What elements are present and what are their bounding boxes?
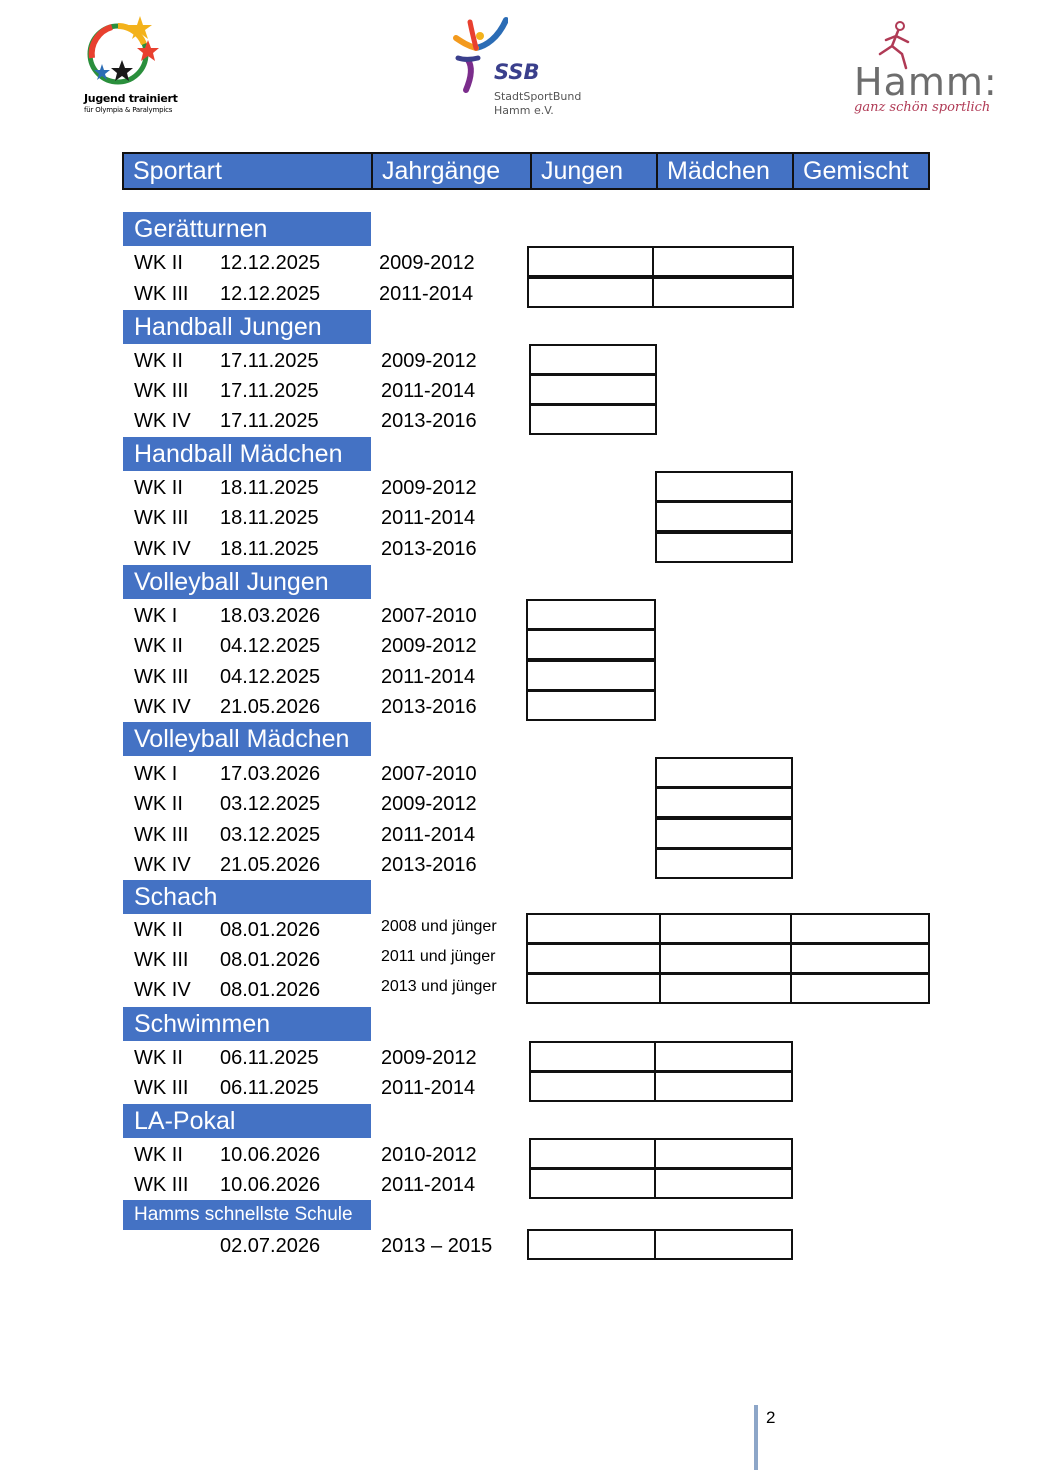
row-wk: WK I <box>134 763 178 785</box>
header-sportart: Sportart <box>124 154 373 188</box>
ssb-logo <box>446 14 591 120</box>
hamm-logo <box>848 20 1000 124</box>
row-date: 18.11.2025 <box>220 507 319 529</box>
row-wk: WK II <box>134 635 183 657</box>
row-date: 18.11.2025 <box>220 538 319 560</box>
ssb-logo-line2: Hamm e.V. <box>494 104 554 117</box>
row-date: 17.11.2025 <box>220 350 319 372</box>
row-date: 08.01.2026 <box>220 979 321 1001</box>
row-years: 2011-2014 <box>379 283 474 305</box>
row-wk: WK III <box>134 1174 189 1196</box>
checkbox-gemischt[interactable] <box>790 913 930 944</box>
row-wk: WK II <box>134 252 183 274</box>
row-years: 2009-2012 <box>379 252 475 274</box>
row-years: 2010-2012 <box>381 1144 477 1166</box>
ssb-figure-logo-icon <box>446 14 508 98</box>
checkbox-maedchen[interactable] <box>659 943 793 974</box>
row-wk: WK II <box>134 477 183 499</box>
row-years: 2013 – 2015 <box>381 1235 493 1257</box>
checkbox-jungen[interactable] <box>526 690 656 721</box>
row-wk: WK II <box>134 1047 183 1069</box>
row-date: 21.05.2026 <box>220 854 321 876</box>
checkbox-maedchen[interactable] <box>654 1168 793 1199</box>
section-title: Schach <box>123 880 371 914</box>
checkbox-maedchen[interactable] <box>655 471 793 502</box>
checkbox-jungen[interactable] <box>529 1041 657 1072</box>
checkbox-jungen[interactable] <box>526 660 656 691</box>
checkbox-jungen[interactable] <box>527 246 655 277</box>
ssb-logo-name: SSB <box>494 60 540 84</box>
section-title: Hamms schnellste Schule <box>123 1200 371 1230</box>
table-header <box>122 152 930 190</box>
row-date: 17.11.2025 <box>220 410 319 432</box>
checkbox-jungen[interactable] <box>529 1168 657 1199</box>
checkbox-maedchen[interactable] <box>655 848 793 879</box>
checkbox-maedchen[interactable] <box>655 818 793 849</box>
jt-logo-line2: für Olympia & Paralympics <box>84 106 173 114</box>
row-date: 10.06.2026 <box>220 1174 321 1196</box>
header-jahrgaenge: Jahrgänge <box>373 154 532 188</box>
hamm-logo-word: Hamm: <box>854 60 998 104</box>
page-number: 2 <box>766 1408 776 1427</box>
row-wk: WK II <box>134 350 183 372</box>
row-date: 06.11.2025 <box>220 1047 319 1069</box>
checkbox-jungen[interactable] <box>527 277 655 308</box>
checkbox-jungen[interactable] <box>526 629 656 660</box>
row-wk: WK II <box>134 1144 183 1166</box>
row-years: 2009-2012 <box>381 635 477 657</box>
row-date: 08.01.2026 <box>220 949 321 971</box>
row-years: 2009-2012 <box>381 477 477 499</box>
section-title: Handball Mädchen <box>123 437 371 471</box>
row-wk: WK IV <box>134 854 191 876</box>
row-years: 2013-2016 <box>381 854 477 876</box>
row-wk: WK IV <box>134 538 191 560</box>
checkbox-maedchen[interactable] <box>654 1229 793 1260</box>
checkbox-maedchen[interactable] <box>655 501 793 532</box>
row-years: 2011 und jünger <box>381 948 496 965</box>
row-date: 12.12.2025 <box>220 283 321 305</box>
checkbox-maedchen[interactable] <box>652 246 794 277</box>
row-years: 2013-2016 <box>381 538 477 560</box>
checkbox-jungen[interactable] <box>526 973 662 1004</box>
checkbox-jungen[interactable] <box>526 943 662 974</box>
checkbox-maedchen[interactable] <box>655 787 793 818</box>
checkbox-maedchen[interactable] <box>654 1041 793 1072</box>
checkbox-gemischt[interactable] <box>790 943 930 974</box>
checkbox-jungen[interactable] <box>529 1071 657 1102</box>
row-wk: WK IV <box>134 979 191 1001</box>
section-title: LA-Pokal <box>123 1104 371 1138</box>
row-wk: WK III <box>134 283 189 305</box>
row-date: 04.12.2025 <box>220 635 321 657</box>
row-date: 02.07.2026 <box>220 1235 321 1257</box>
row-wk: WK IV <box>134 410 191 432</box>
row-date: 18.03.2026 <box>220 605 321 627</box>
row-date: 06.11.2025 <box>220 1077 319 1099</box>
checkbox-gemischt[interactable] <box>790 973 930 1004</box>
section-title: Volleyball Jungen <box>123 565 371 599</box>
row-wk: WK III <box>134 507 189 529</box>
header-maedchen: Mädchen <box>658 154 794 188</box>
ssb-logo-line1: StadtSportBund <box>494 90 582 103</box>
checkbox-jungen[interactable] <box>529 1138 657 1169</box>
row-date: 04.12.2025 <box>220 666 321 688</box>
row-years: 2009-2012 <box>381 793 477 815</box>
stars-logo-icon <box>82 14 162 90</box>
row-wk: WK III <box>134 1077 189 1099</box>
row-date: 03.12.2025 <box>220 824 321 846</box>
section-title: Handball Jungen <box>123 310 371 344</box>
row-date: 12.12.2025 <box>220 252 321 274</box>
header-gemischt: Gemischt <box>794 154 928 188</box>
page-number-bar <box>754 1405 758 1470</box>
row-wk: WK II <box>134 919 183 941</box>
row-years: 2013 und jünger <box>381 978 497 995</box>
row-years: 2011-2014 <box>381 824 476 846</box>
row-years: 2013-2016 <box>381 696 477 718</box>
checkbox-maedchen[interactable] <box>652 277 794 308</box>
row-date: 10.06.2026 <box>220 1144 321 1166</box>
row-date: 18.11.2025 <box>220 477 319 499</box>
jugend-trainiert-logo <box>78 14 178 124</box>
checkbox-jungen[interactable] <box>529 374 657 405</box>
hamm-logo-tagline: ganz schön sportlich <box>854 100 991 115</box>
section-title: Gerätturnen <box>123 212 371 246</box>
row-years: 2011-2014 <box>381 1174 476 1196</box>
row-wk: WK I <box>134 605 178 627</box>
row-years: 2011-2014 <box>381 380 476 402</box>
row-years: 2011-2014 <box>381 1077 476 1099</box>
row-wk: WK III <box>134 824 189 846</box>
row-wk: WK III <box>134 666 189 688</box>
row-date: 21.05.2026 <box>220 696 321 718</box>
checkbox-maedchen[interactable] <box>654 1071 793 1102</box>
checkbox-jungen[interactable] <box>529 404 657 435</box>
checkbox-maedchen[interactable] <box>659 913 793 944</box>
row-years: 2009-2012 <box>381 1047 477 1069</box>
checkbox-maedchen[interactable] <box>655 757 793 788</box>
row-wk: WK IV <box>134 696 191 718</box>
checkbox-jungen[interactable] <box>529 344 657 375</box>
row-years: 2007-2010 <box>381 605 477 627</box>
checkbox-maedchen[interactable] <box>655 532 793 563</box>
checkbox-jungen[interactable] <box>526 913 662 944</box>
row-date: 17.11.2025 <box>220 380 319 402</box>
row-wk: WK II <box>134 793 183 815</box>
row-years: 2007-2010 <box>381 763 477 785</box>
row-years: 2011-2014 <box>381 507 476 529</box>
section-title: Volleyball Mädchen <box>123 722 371 756</box>
checkbox-jungen[interactable] <box>527 1229 657 1260</box>
row-years: 2009-2012 <box>381 350 477 372</box>
row-date: 08.01.2026 <box>220 919 321 941</box>
row-years: 2013-2016 <box>381 410 477 432</box>
checkbox-maedchen[interactable] <box>659 973 793 1004</box>
row-years: 2008 und jünger <box>381 918 497 935</box>
row-wk: WK III <box>134 380 189 402</box>
row-date: 17.03.2026 <box>220 763 321 785</box>
jt-logo-line1: Jugend trainiert <box>84 92 178 105</box>
row-wk: WK III <box>134 949 189 971</box>
row-date: 03.12.2025 <box>220 793 321 815</box>
section-title: Schwimmen <box>123 1007 371 1041</box>
checkbox-maedchen[interactable] <box>654 1138 793 1169</box>
row-years: 2011-2014 <box>381 666 476 688</box>
checkbox-jungen[interactable] <box>526 599 656 630</box>
header-jungen: Jungen <box>532 154 658 188</box>
